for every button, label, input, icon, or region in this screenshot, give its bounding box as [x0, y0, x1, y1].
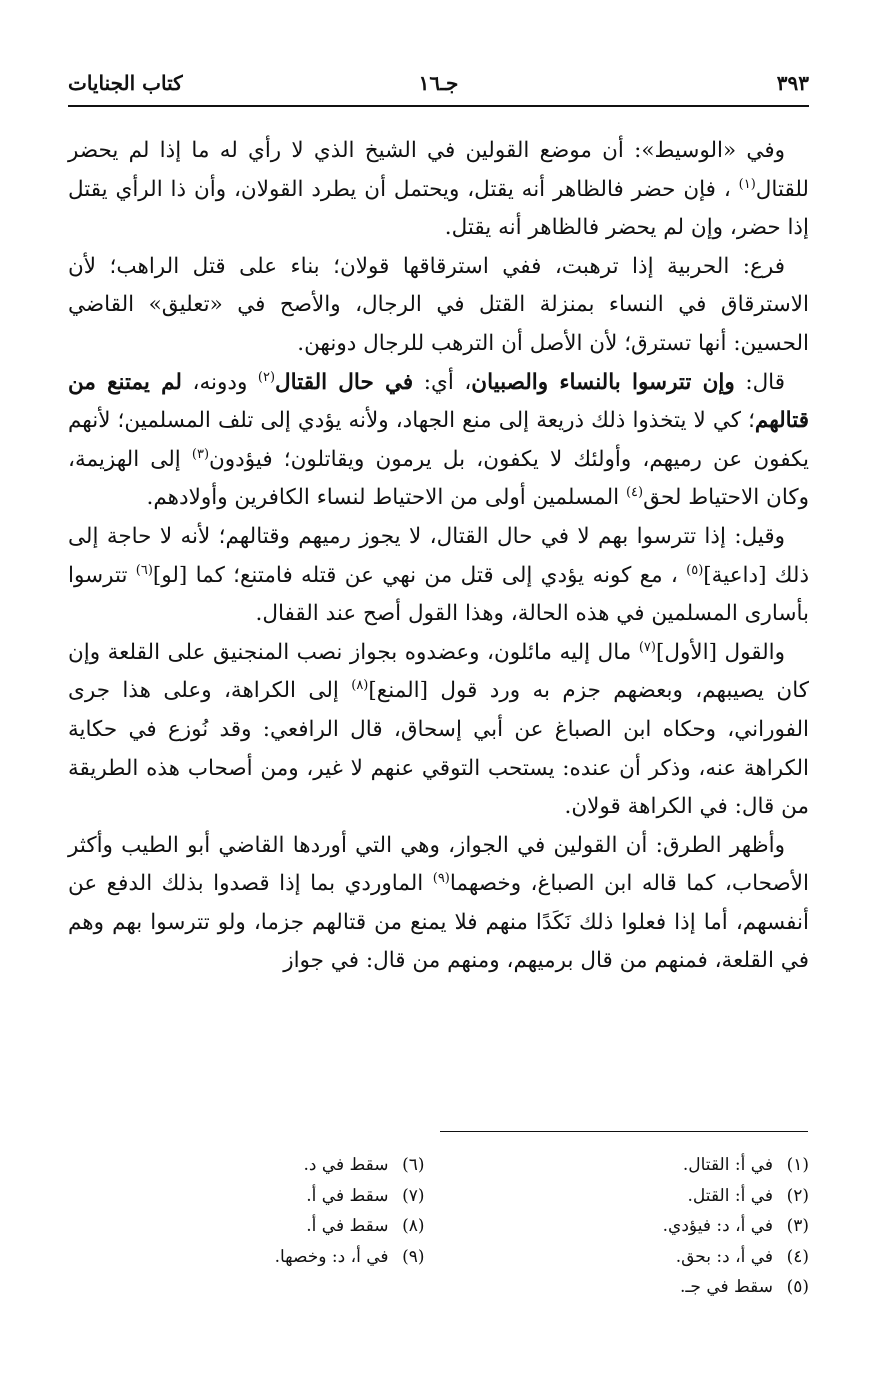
text-run: مال إليه مائلون، وعضدوه بجواز نصب المنجنيق على القلعة وإن كان يصيبهم، وبعضهم جزم به ورد قول [المنع] [68, 639, 809, 704]
page-number: ٣٩٣ [776, 71, 809, 95]
text-run: ؛ كي لا يتخذوا ذلك ذريعة إلى منع الجهاد، ولأنه يؤدي إلى تلف المسلمين؛ لأنهم يكفون عن رميهم، وأولئك لا يكفون، بل يرمون ويقاتلون؛ فيؤدون [68, 408, 809, 472]
text-run: قال: [734, 369, 786, 395]
footnote-item [465, 1242, 810, 1273]
bold-text: لم يمتنع من قتالهم [68, 369, 809, 434]
footnote-number: (٧) [402, 1185, 425, 1206]
text-run: ودونه، [182, 369, 258, 395]
volume-label: جـ١٦ [418, 71, 459, 95]
footnote-ref: (٥) [686, 562, 704, 578]
footnote-item [465, 1181, 810, 1212]
footnote-text: سقط في جـ. [680, 1277, 773, 1297]
paragraph [68, 634, 809, 827]
footnote-item [80, 1150, 425, 1181]
footnote-number: (٥) [786, 1277, 809, 1297]
bold-text: وإن تترسوا بالنساء والصبيان [471, 369, 735, 395]
footnote-ref: (٧) [638, 639, 656, 655]
footnote-text: سقط في د. [303, 1155, 389, 1175]
text-run: وأظهر الطرق: أن القولين في الجواز، وهي التي أوردها القاضي أبو الطيب وأكثر الأصحاب، كما قاله ابن الصباغ، وخصهما [68, 832, 809, 897]
paragraph [68, 364, 809, 518]
text-run: ، أي: [413, 369, 472, 395]
footnote-text: سقط في أ. [306, 1185, 389, 1206]
running-header [68, 66, 809, 100]
footnote-number: (١) [786, 1155, 809, 1175]
header-rule [68, 105, 809, 107]
paragraph [68, 827, 809, 981]
text-run: ، فإن حضر فالظاهر أنه يقتل، ويحتمل أن يطرد القولان، وأن ذا الرأي يقتل إذا حضر، وإن لم يحضر فالظاهر أنه يقتل. [68, 176, 809, 241]
body-text [68, 132, 809, 981]
text-run: فرع: الحربية إذا ترهبت، ففي استرقاقها قولان؛ بناء على قتل الراهب؛ لأن الاسترقاق في النساء بمنزلة القتل في الرجال، والأصح في «تعليق» القاضي الحسين: أنها تسترق؛ لأن الأصل أن الترهب للرجال دونهن. [68, 253, 809, 356]
footnote-ref: (٤) [625, 485, 644, 501]
footnote-item [465, 1211, 810, 1242]
text-run: الماوردي بما إذا قصدوا بذلك الدفع عن أنفسهم، أما إذا فعلوا ذلك نَكَدًا منهم فلا يمنع من قتالهم جزما، ولو تترسوا بهم وهم في القلعة، فمنهم من قال برميهم، ومنهم من قال: في جواز [68, 871, 809, 974]
paragraph [68, 132, 809, 248]
footnote-ref: (٣) [191, 446, 210, 462]
paragraph [68, 518, 809, 634]
footnote-number: (٢) [786, 1185, 809, 1206]
footnote-ref: (٩) [432, 871, 450, 887]
footnote-text: سقط في أ. [306, 1216, 389, 1236]
bold-text: في حال القتال [275, 369, 414, 395]
footnote-item [80, 1242, 425, 1273]
text-run: وقيل: إذا تترسوا بهم لا في حال القتال، لا يجوز رميهم وقتالهم؛ لأنه لا حاجة إلى ذلك [داعية] [68, 523, 810, 588]
footnote-item [80, 1181, 425, 1212]
footnotes-left-column [80, 1150, 425, 1303]
book-title: كتاب الجنايات [68, 71, 183, 95]
footnote-text: في أ: القتال. [682, 1155, 773, 1175]
footnotes [80, 1150, 809, 1303]
text-run: تترسوا بأسارى المسلمين في هذه الحالة، وهذا القول أصح عند القفال. [68, 562, 809, 627]
footnote-text: في أ، د: فيؤدي. [662, 1216, 773, 1236]
footnote-item [465, 1272, 810, 1303]
text-run: والقول [الأول] [655, 639, 785, 665]
footnote-ref: (٦) [135, 562, 153, 578]
footnote-number: (٣) [786, 1216, 809, 1236]
footnote-text: في أ، د: وخصها. [274, 1246, 389, 1267]
footnote-number: (٤) [786, 1246, 809, 1267]
footnote-item [80, 1211, 425, 1242]
paragraph [68, 248, 809, 364]
footnote-rule [440, 1131, 808, 1132]
footnote-text: في أ: القتل. [687, 1185, 773, 1206]
text-run: وفي «الوسيط»: أن موضع القولين في الشيخ الذي لا رأي له ما إذا لم يحضر للقتال [68, 138, 809, 202]
footnote-ref: (٨) [351, 678, 369, 694]
footnotes-right-column [465, 1150, 810, 1303]
footnote-ref: (١) [738, 176, 756, 192]
footnote-ref: (٢) [257, 369, 276, 385]
text-run: إلى الكراهة، وعلى هذا جرى الفوراني، وحكاه ابن الصباغ عن أبي إسحاق، قال الرافعي: وقد نُوزع في حكاية الكراهة عنه، وذكر أن عنده: يستحب التوقي عنهم لا غير، ومن أصحاب هذه الطريقة من قال: في الكراهة قولان. [68, 678, 809, 820]
footnote-item [465, 1150, 810, 1181]
footnote-number: (٨) [402, 1216, 425, 1236]
text-run: ، مع كونه يؤدي إلى قتل من نهي عن قتله فامتنع؛ كما [لو] [152, 562, 687, 588]
footnote-text: في أ، د: بحق. [675, 1246, 773, 1267]
text-run: إلى الهزيمة، وكان الاحتياط لحق [68, 446, 809, 511]
footnote-number: (٩) [402, 1246, 425, 1267]
text-run: المسلمين أولى من الاحتياط لنساء الكافرين وأولادهم. [146, 485, 626, 511]
footnote-number: (٦) [402, 1155, 425, 1175]
